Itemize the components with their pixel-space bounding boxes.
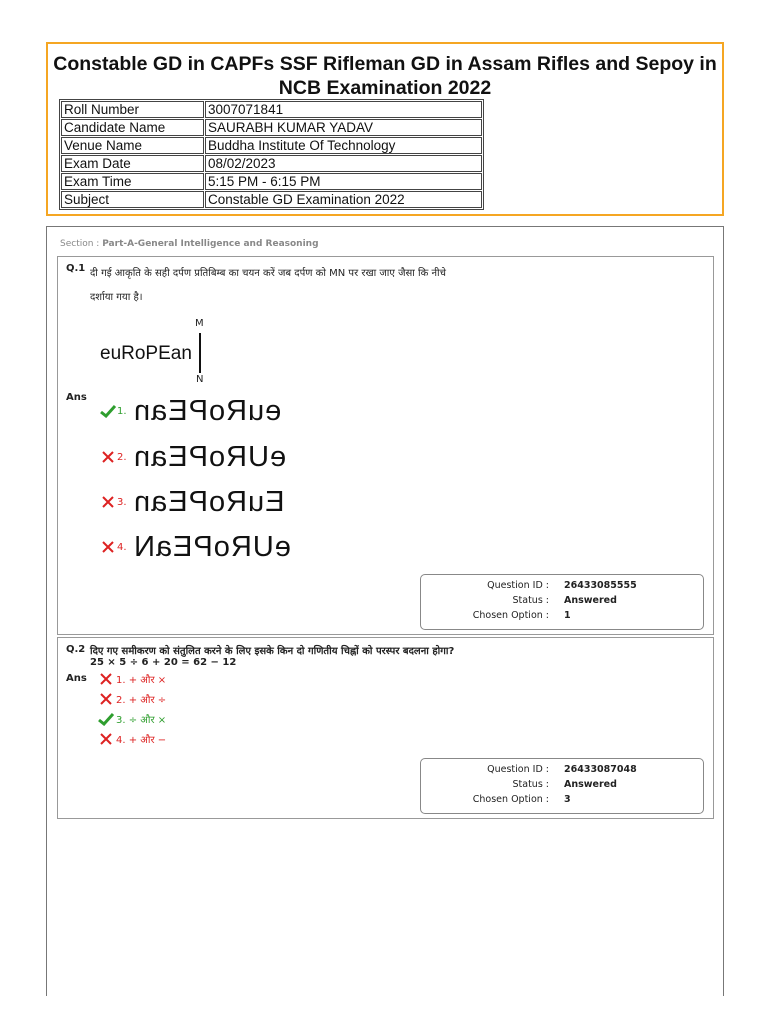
answer-label: Ans — [66, 673, 87, 684]
section-name: Part-A-General Intelligence and Reasoning — [102, 239, 319, 249]
info-row-time — [61, 173, 482, 190]
candidate-info-table — [59, 99, 484, 210]
info-label: Venue Name — [61, 137, 204, 154]
info-label: Exam Date — [61, 155, 204, 172]
option-2[interactable] — [100, 440, 286, 474]
info-value: Constable GD Examination 2022 — [205, 191, 482, 208]
status-row — [421, 595, 703, 609]
chosen-option-value: 1 — [564, 610, 571, 621]
chosen-option-value: 3 — [564, 794, 571, 805]
exam-header — [46, 42, 724, 216]
option-2[interactable] — [98, 691, 166, 707]
option-1[interactable] — [100, 394, 281, 428]
question-text-line2: दर्शाया गया है। — [90, 292, 143, 303]
question-id-label: Question ID : — [487, 580, 549, 591]
info-row-roll — [61, 101, 482, 118]
info-label: Subject — [61, 191, 204, 208]
question-text-line1: दी गई आकृति के सही दर्पण प्रतिबिम्ब का चयन करें जब दर्पण को MN पर रखा जाए जैसा कि नीचे — [90, 268, 446, 279]
info-label: Roll Number — [61, 101, 204, 118]
info-row-date — [61, 155, 482, 172]
option-3[interactable] — [98, 711, 166, 727]
info-row-subject — [61, 191, 482, 208]
question-id-row — [421, 764, 703, 778]
option-number: 3. — [117, 496, 127, 508]
option-number: 1. — [117, 405, 127, 417]
option-word: euRoPEan — [132, 394, 281, 427]
cross-icon — [100, 495, 116, 509]
option-label: 1. + और × — [116, 675, 167, 686]
question-id-label: Question ID : — [487, 764, 549, 775]
status-row — [421, 779, 703, 793]
chosen-option-label: Chosen Option : — [472, 610, 549, 621]
option-label: 4. + और − — [116, 735, 167, 746]
mirror-label-n: N — [196, 374, 204, 385]
info-value: SAURABH KUMAR YADAV — [205, 119, 482, 136]
info-row-venue — [61, 137, 482, 154]
status-value: Answered — [564, 595, 617, 606]
question-status-box — [420, 574, 704, 630]
info-label: Candidate Name — [61, 119, 204, 136]
cross-icon — [98, 692, 114, 706]
option-3[interactable] — [100, 485, 284, 519]
cross-icon — [98, 672, 114, 686]
question-text-line2: 25 × 5 ÷ 6 + 20 = 62 − 12 — [90, 657, 237, 668]
option-word: EuRoPEan — [132, 485, 285, 518]
question-card-1 — [57, 256, 714, 635]
info-value: 3007071841 — [205, 101, 482, 118]
cross-icon — [98, 732, 114, 746]
info-value: 5:15 PM - 6:15 PM — [205, 173, 482, 190]
chosen-option-row — [421, 794, 703, 808]
question-id: 26433085555 — [564, 580, 637, 591]
figure-word: euRoPEan — [100, 343, 192, 364]
exam-title-line2: NCB Examination 2022 — [278, 77, 492, 99]
cross-icon — [100, 540, 116, 554]
option-number: 4. — [117, 541, 127, 553]
answer-label: Ans — [66, 392, 87, 403]
info-value: 08/02/2023 — [205, 155, 482, 172]
option-word: eURoPEaN — [132, 530, 291, 563]
question-number: Q.1 — [66, 263, 86, 274]
chosen-option-label: Chosen Option : — [472, 794, 549, 805]
question-id: 26433087048 — [564, 764, 637, 775]
option-word: eURoPEan — [132, 440, 286, 473]
mirror-line — [199, 333, 201, 373]
option-label: 2. + और ÷ — [116, 695, 167, 706]
mirror-label-m: M — [195, 318, 204, 329]
question-text-line1: दिए गए समीकरण को संतुलित करने के लिए इसके किन दो गणितीय चिह्नों को परस्पर बदलना होगा? — [90, 646, 455, 657]
question-number: Q.2 — [66, 644, 86, 655]
option-4[interactable] — [100, 530, 290, 564]
check-icon — [98, 712, 114, 726]
info-label: Exam Time — [61, 173, 204, 190]
exam-title — [48, 52, 722, 100]
exam-title-line1: Constable GD in CAPFs SSF Rifleman GD in Assam Rifles and Sepoy in — [53, 53, 717, 75]
chosen-option-row — [421, 610, 703, 624]
option-label: 3. ÷ और × — [116, 715, 167, 726]
info-value: Buddha Institute Of Technology — [205, 137, 482, 154]
option-number: 2. — [117, 451, 127, 463]
section-label — [60, 239, 319, 249]
status-label: Status : — [512, 779, 549, 790]
section-prefix: Section : — [60, 239, 103, 249]
check-icon — [100, 404, 116, 418]
option-1[interactable] — [98, 671, 166, 687]
status-value: Answered — [564, 779, 617, 790]
cross-icon — [100, 450, 116, 464]
option-4[interactable] — [98, 731, 166, 747]
info-row-name — [61, 119, 482, 136]
status-label: Status : — [512, 595, 549, 606]
question-status-box — [420, 758, 704, 814]
question-card-2 — [57, 637, 714, 819]
question-id-row — [421, 580, 703, 594]
